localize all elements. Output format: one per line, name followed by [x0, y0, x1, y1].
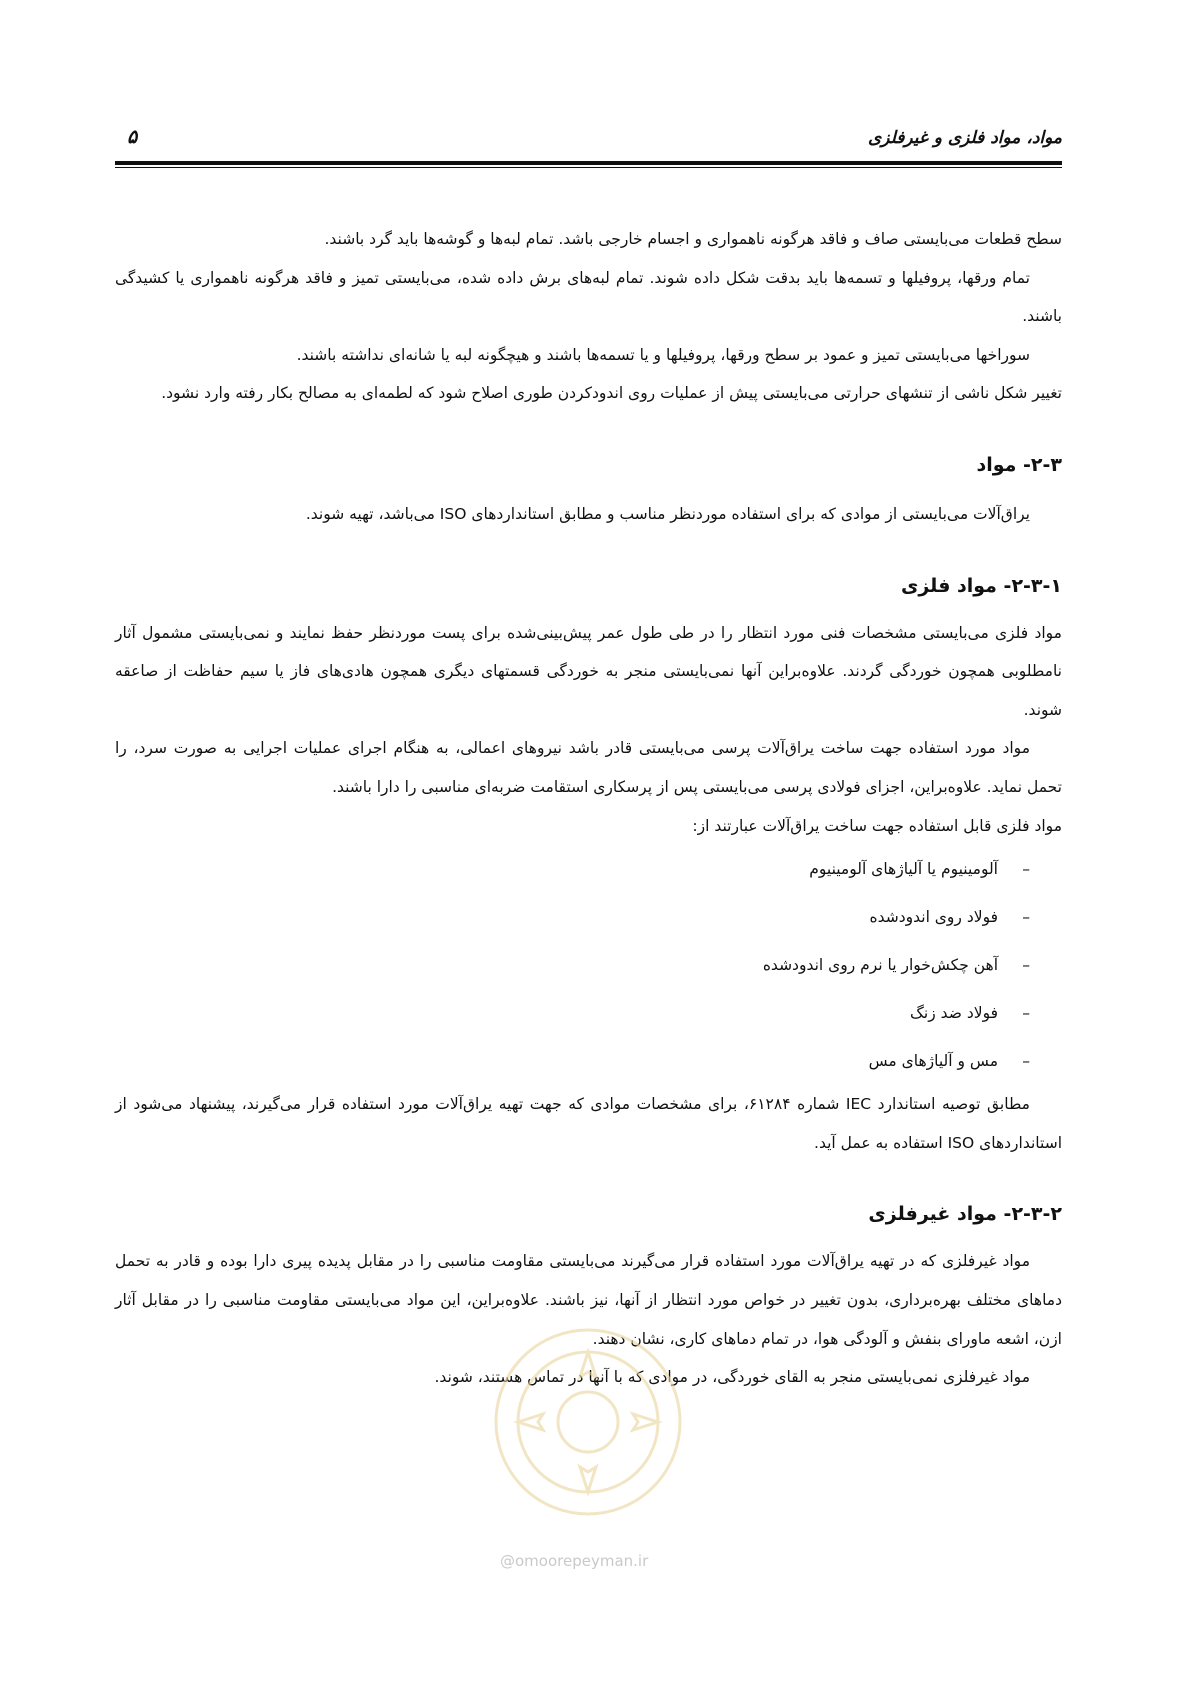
bullet-dash: – — [1022, 956, 1030, 975]
paragraph: مواد غیرفلزی که در تهیه یراق‌آلات مورد استفاده قرار می‌گیرند می‌بایستی مقاومت مناسبی را در مقابل پدیده پیری دارا بوده و قادر به تحمل دماهای مختلف بهره‌برداری، بدون تغییر در خواص مورد انتظار از آنها، نیز باشند. علاوه‌براین، این مواد می‌بایستی مقاومت مناسبی را در مقابل آثار ازن، اشعه ماورای بنفش و آلودگی هوا، در تمام دماهای کاری، نشان دهند. — [115, 1252, 1062, 1348]
materials-list — [115, 845, 1062, 1085]
section-heading-metallic: ۲-۳-۱- مواد فلزی — [900, 574, 1062, 597]
list-item — [115, 989, 1062, 1037]
header-rule-thin — [115, 167, 1062, 168]
list-item — [115, 893, 1062, 941]
paragraph: تغییر شکل ناشی از تنشهای حرارتی می‌بایستی پیش از عملیات روی اندودکردن طوری اصلاح شود که لطمه‌ای به مصالح بکار رفته وارد نشود. — [161, 384, 1062, 403]
paragraph: مواد مورد استفاده جهت ساخت یراق‌آلات پرسی می‌بایستی قادر باشد نیروهای اعمالی، به هنگام اجرای عملیات اجرایی به صورت سرد، را تحمل نماید. علاوه‌براین، اجزای فولادی پرسی می‌بایستی پس از پرسکاری استقامت ضربه‌ای مناسبی را دارا باشند. — [115, 739, 1062, 796]
paragraph: سوراخها می‌بایستی تمیز و عمود بر سطح ورقها، پروفیلها و یا تسمه‌ها باشند و هیچگونه لبه یا شانه‌ای نداشته باشند. — [296, 345, 1030, 364]
bullet-dash: – — [1022, 908, 1030, 927]
bullet-dash: – — [1022, 860, 1030, 879]
list-item — [115, 1037, 1062, 1085]
page-number: ۵ — [127, 126, 138, 148]
running-title: مواد، مواد فلزی و غیرفلزی — [867, 128, 1062, 148]
list-item-text: آهن چکش‌خوار یا نرم روی اندودشده — [762, 956, 998, 975]
page-content — [115, 220, 1062, 1397]
paragraph: مواد فلزی می‌بایستی مشخصات فنی مورد انتظار را در طی طول عمر پیش‌بینی‌شده برای پست موردنظر حفظ نمایند و نمی‌بایستی مشمول آثار نامطلوبی همچون خوردگی گردند. علاوه‌براین آنها نمی‌بایستی منجر به خوردگی قسمتهای دیگری همچون هادی‌های فاز یا سیم حفاظت از صاعقه شوند. — [115, 623, 1062, 719]
list-item-text: آلومینیوم یا آلیاژهای آلومینیوم — [809, 860, 998, 879]
paragraph: یراق‌آلات می‌بایستی از موادی که برای استفاده موردنظر مناسب و مطابق استانداردهای ISO می‌باشد، تهیه شوند. — [305, 504, 1030, 523]
list-item-text: فولاد روی اندودشده — [869, 908, 998, 927]
list-item — [115, 845, 1062, 893]
bullet-dash: – — [1022, 1004, 1030, 1023]
watermark-text: @omoorepeyman.ir — [500, 1552, 649, 1570]
bullet-dash: – — [1022, 1052, 1030, 1071]
paragraph: مواد غیرفلزی نمی‌بایستی منجر به القای خوردگی، در موادی که با آنها در تماس هستند، شوند. — [434, 1368, 1030, 1387]
list-item-text: فولاد ضد زنگ — [910, 1004, 998, 1023]
list-item-text: مس و آلیاژهای مس — [868, 1052, 998, 1071]
paragraph: سطح قطعات می‌بایستی صاف و فاقد هرگونه ناهمواری و اجسام خارجی باشد. تمام لبه‌ها و گوشه‌ها باید گرد باشند. — [324, 230, 1062, 248]
watermark-seal-icon — [488, 1322, 688, 1522]
paragraph: مطابق توصیه استاندارد IEC شماره ۶۱۲۸۴، برای مشخصات موادی که جهت تهیه یراق‌آلات مورد استفاده قرار می‌گیرند، پیشنهاد می‌شود از استانداردهای ISO استفاده به عمل آید. — [115, 1095, 1062, 1152]
section-heading-materials: ۲-۳- مواد — [976, 453, 1062, 476]
header-rule — [115, 161, 1062, 165]
section-heading-nonmetallic: ۲-۳-۲- مواد غیرفلزی — [868, 1203, 1062, 1226]
paragraph: مواد فلزی قابل استفاده جهت ساخت یراق‌آلات عبارتند از: — [692, 816, 1062, 835]
list-item — [115, 941, 1062, 989]
paragraph: تمام ورقها، پروفیلها و تسمه‌ها باید بدقت شکل داده شوند. تمام لبه‌های برش داده شده، می‌بایستی تمیز و فاقد هرگونه ناهمواری یا کشیدگی باشند. — [115, 268, 1062, 326]
